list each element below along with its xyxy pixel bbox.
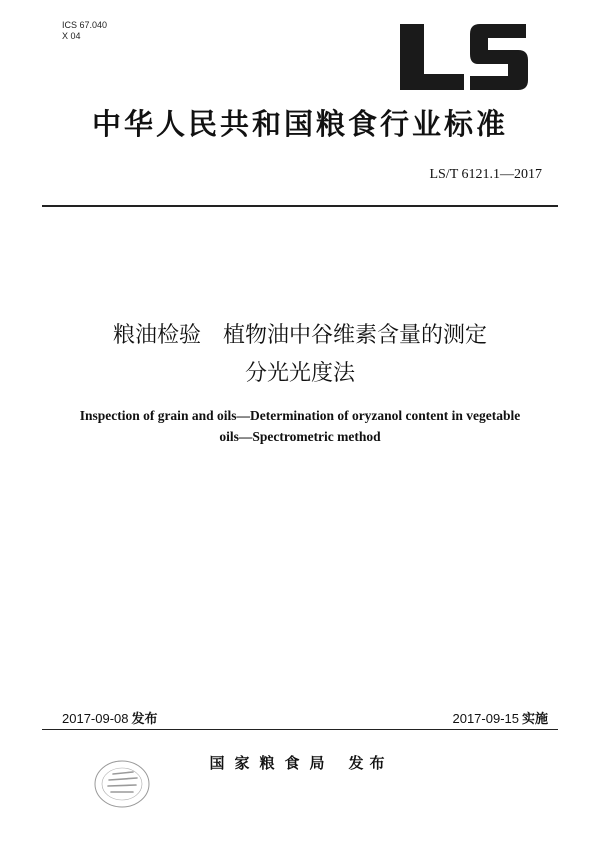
ccs-code: X 04 — [62, 31, 81, 41]
english-title-line2: oils—Spectrometric method — [219, 429, 381, 444]
implement-date-block — [452, 708, 548, 727]
ics-code: ICS 67.040 — [62, 20, 108, 30]
publisher-action: 发布 — [348, 754, 391, 772]
standard-category: 中华人民共和国粮食行业标准 — [91, 107, 508, 141]
classification-codes — [62, 20, 107, 42]
issue-date-block — [62, 708, 158, 727]
publisher-org: 国家粮食局 — [209, 754, 335, 772]
standard-number: LS/T 6121.1—2017 — [429, 167, 542, 182]
english-title-line1: Inspection of grain and oils—Determination of oryzanol content in vegetable — [79, 408, 521, 423]
implement-label: 实施 — [521, 712, 548, 727]
publisher-line — [0, 752, 600, 773]
ls-logo — [398, 22, 533, 92]
chinese-title-line2: 分光光度法 — [244, 361, 355, 386]
issue-date: 2017-09-08 — [62, 711, 129, 726]
chinese-title-line1: 粮油检验 植物油中谷维素含量的测定 — [112, 323, 487, 348]
header-divider — [42, 205, 558, 207]
issue-label: 发布 — [131, 712, 158, 727]
english-title — [60, 405, 540, 447]
footer-divider — [42, 729, 558, 730]
implement-date: 2017-09-15 — [452, 711, 519, 726]
